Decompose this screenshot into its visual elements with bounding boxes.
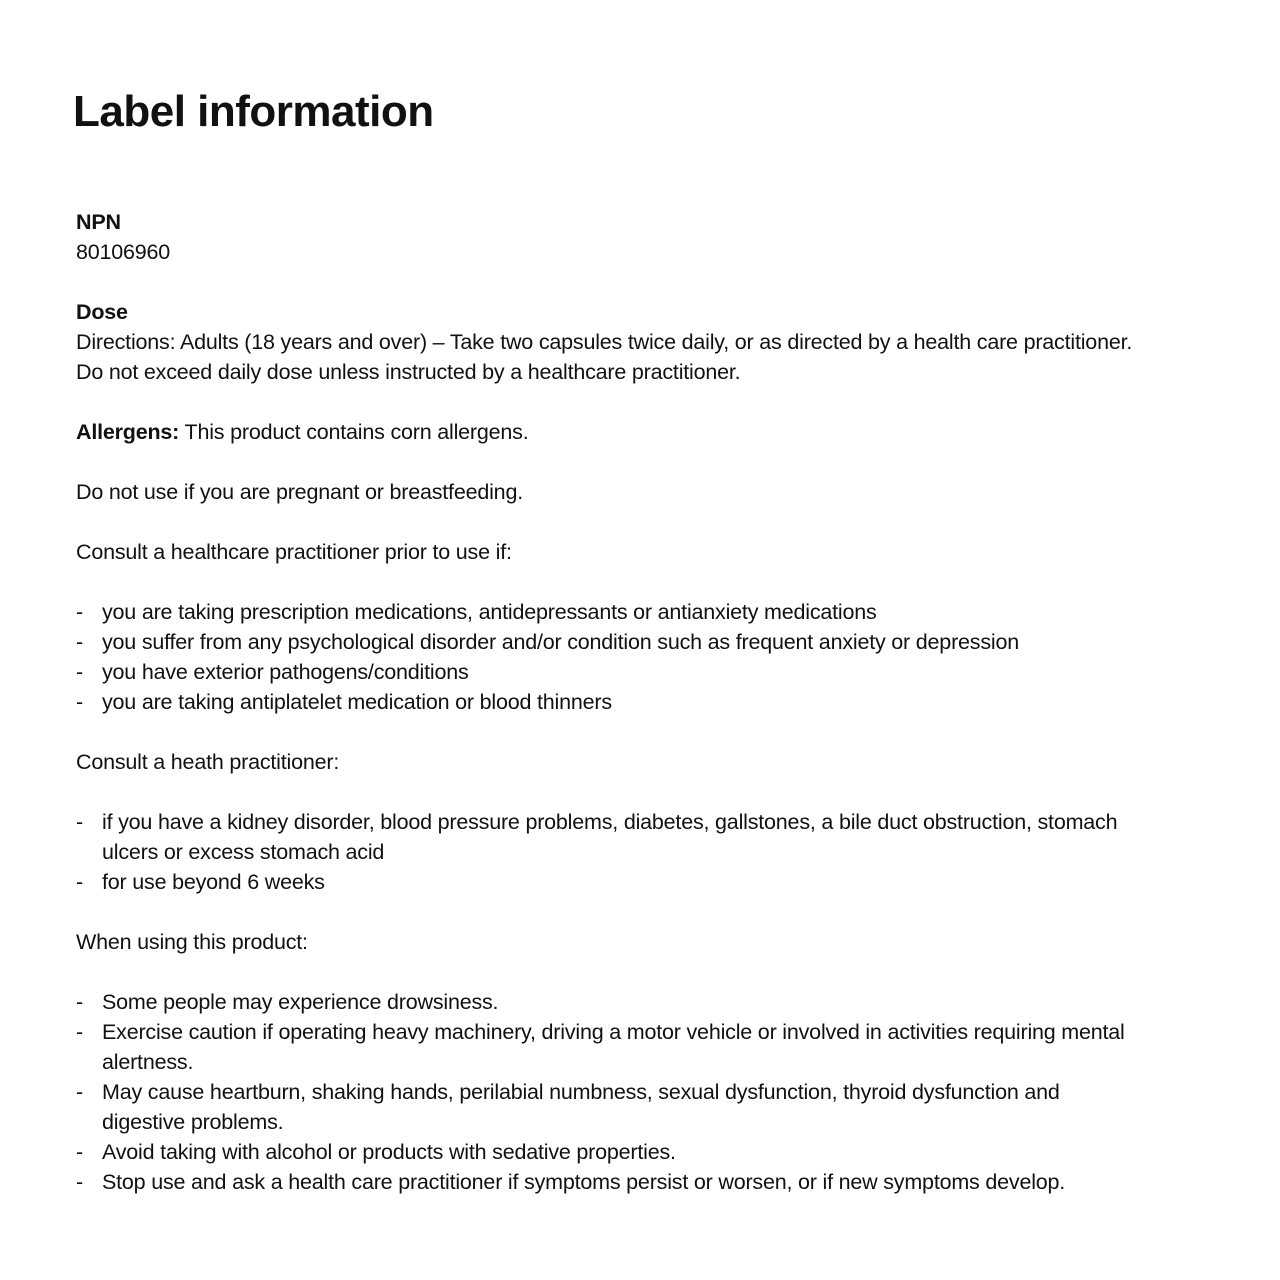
spacer xyxy=(76,567,1246,597)
consult-health-heading: Consult a heath practitioner: xyxy=(76,750,340,774)
dose-limit: Do not exceed daily dose unless instructed by a healthcare practitioner. xyxy=(76,360,741,384)
when-using-heading: When using this product: xyxy=(76,930,308,954)
allergens-label: Allergens: xyxy=(76,420,180,444)
list-item xyxy=(76,597,1246,627)
list-item-text: you are taking prescription medications, antidepressants or antianxiety medications xyxy=(102,600,877,624)
list-item xyxy=(76,867,1246,897)
list-item-text: if you have a kidney disorder, blood pressure problems, diabetes, gallstones, a bile duct obstruction, stomach ulcers or excess stomach acid xyxy=(102,810,1118,864)
bullet-dash: - xyxy=(76,1080,83,1104)
spacer xyxy=(76,897,1246,927)
list-item-text: May cause heartburn, shaking hands, perilabial numbness, sexual dysfunction, thyroid dysfunction and digestive problems. xyxy=(102,1080,1060,1134)
spacer xyxy=(76,717,1246,747)
consult-prior-list xyxy=(76,597,1246,717)
allergens-statement xyxy=(76,417,1246,447)
list-item xyxy=(76,1137,1246,1167)
list-item-text: for use beyond 6 weeks xyxy=(102,870,325,894)
spacer xyxy=(76,507,1246,537)
spacer xyxy=(76,267,1246,297)
list-item xyxy=(76,687,1246,717)
pregnancy-warning: Do not use if you are pregnant or breastfeeding. xyxy=(76,480,523,504)
dose-directions: Directions: Adults (18 years and over) – Take two capsules twice daily, or as directed by a health care practitioner. xyxy=(76,330,1133,354)
spacer xyxy=(76,777,1246,807)
allergens-text: This product contains corn allergens. xyxy=(179,420,529,444)
consult-prior-heading: Consult a healthcare practitioner prior to use if: xyxy=(76,540,512,564)
list-item xyxy=(76,987,1246,1017)
list-item-text: Stop use and ask a health care practitioner if symptoms persist or worsen, or if new symptoms develop. xyxy=(102,1170,1066,1194)
spacer xyxy=(76,387,1246,417)
spacer xyxy=(76,957,1246,987)
bullet-dash: - xyxy=(76,690,83,714)
bullet-dash: - xyxy=(76,870,83,894)
bullet-dash: - xyxy=(76,600,83,624)
list-item-text: you have exterior pathogens/conditions xyxy=(102,660,469,684)
bullet-dash: - xyxy=(76,660,83,684)
bullet-dash: - xyxy=(76,630,83,654)
bullet-dash: - xyxy=(76,1170,83,1194)
list-item xyxy=(76,1017,1246,1077)
dose-label: Dose xyxy=(76,300,128,324)
list-item xyxy=(76,1167,1246,1197)
when-using-list xyxy=(76,987,1246,1197)
bullet-dash: - xyxy=(76,1020,83,1044)
npn-label: NPN xyxy=(76,210,121,234)
label-body xyxy=(76,207,1246,1197)
list-item-text: you suffer from any psychological disorder and/or condition such as frequent anxiety or depression xyxy=(102,630,1019,654)
bullet-dash: - xyxy=(76,990,83,1014)
page-title: Label information xyxy=(73,87,434,136)
consult-health-list xyxy=(76,807,1246,897)
list-item xyxy=(76,807,1246,867)
bullet-dash: - xyxy=(76,1140,83,1164)
list-item xyxy=(76,657,1246,687)
list-item-text: Avoid taking with alcohol or products with sedative properties. xyxy=(102,1140,676,1164)
spacer xyxy=(76,447,1246,477)
list-item-text: Exercise caution if operating heavy machinery, driving a motor vehicle or involved in activities requiring mental alertness. xyxy=(102,1020,1125,1074)
list-item-text: you are taking antiplatelet medication or blood thinners xyxy=(102,690,612,714)
npn-value: 80106960 xyxy=(76,240,171,264)
list-item-text: Some people may experience drowsiness. xyxy=(102,990,499,1014)
list-item xyxy=(76,627,1246,657)
bullet-dash: - xyxy=(76,810,83,834)
list-item xyxy=(76,1077,1246,1137)
